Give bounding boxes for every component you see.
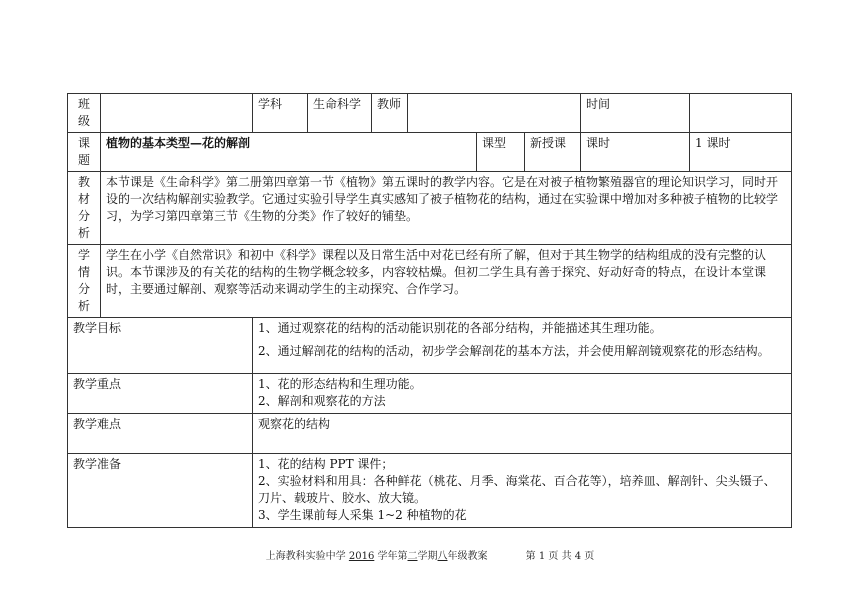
- footer-end: 年级教案: [447, 551, 488, 562]
- objectives-list: [253, 318, 792, 374]
- footer-mid2: 学期: [417, 551, 438, 562]
- time-value: [690, 94, 792, 133]
- footer-grade: 八: [437, 551, 448, 562]
- preparation-row: [68, 454, 792, 528]
- header-row: [68, 94, 792, 133]
- topic-value: 植物的基本类型—花的解剖: [101, 133, 477, 172]
- class-label: 班 级: [68, 94, 101, 133]
- footer-semester: 二: [407, 551, 418, 562]
- key-points-list: [253, 374, 792, 414]
- preparation-list: [253, 454, 792, 528]
- difficulties-label: 教学难点: [68, 414, 253, 454]
- key-point-item: 2、解剖和观察花的方法: [258, 394, 386, 408]
- page-footer: [0, 547, 860, 562]
- student-analysis-label: 学 情 分 析: [68, 245, 101, 318]
- material-analysis-text: 本节课是《生命科学》第二册第四章第一节《植物》第五课时的教学内容。它是在对被子植物繁殖器官的理论知识学习，同时开设的一次结构解剖实验教学。它通过实验引导学生真实感知了被子植物花的结构，通过在实验课中增加对多种被子植物的比较学习，为学习第四章第三节《生物的分类》作了较好的铺垫。: [101, 172, 792, 245]
- preparation-label: 教学准备: [68, 454, 253, 528]
- material-analysis-label: 教 材 分 析: [68, 172, 101, 245]
- topic-row: [68, 133, 792, 172]
- teacher-value: [408, 94, 581, 133]
- type-label: 课型: [477, 133, 525, 172]
- student-analysis-text: 学生在小学《自然常识》和初中《科学》课程以及日常生活中对花已经有所了解，但对于其生物学的结构组成的没有完整的认识。本节课涉及的有关花的结构的生物学概念较多，内容较枯燥。但初二学生具有善于探究、好动好奇的特点，在设计本堂课时，主要通过解剖、观察等活动来调动学生的主动探究、合作学习。: [101, 245, 792, 318]
- class-value: [101, 94, 253, 133]
- preparation-item: 3、学生课前每人采集 1~2 种植物的花: [258, 508, 467, 522]
- subject-label: 学科: [253, 94, 308, 133]
- key-points-row: [68, 374, 792, 414]
- preparation-item: 2、实验材料和用具：各种鲜花（桃花、月季、海棠花、百合花等），培养皿、解剖针、尖头镊子、刀片、载玻片、胶水、放大镜。: [258, 474, 776, 505]
- key-point-item: 1、花的形态结构和生理功能。: [258, 377, 422, 391]
- footer-school: 上海教科实验中学: [265, 551, 349, 562]
- footer-page-number: 第 1 页 共 4 页: [525, 551, 595, 562]
- objective-item: 2、通过解剖花的结构的活动，初步学会解剖花的基本方法，并会使用解剖镜观察花的形态结构。: [258, 344, 770, 358]
- difficulties-row: [68, 414, 792, 454]
- time-label: 时间: [581, 94, 690, 133]
- objectives-label: 教学目标: [68, 318, 253, 374]
- topic-label: 课 题: [68, 133, 101, 172]
- preparation-item: 1、花的结构 PPT 课件；: [258, 457, 394, 471]
- material-analysis-row: [68, 172, 792, 245]
- type-value: 新授课: [525, 133, 581, 172]
- key-points-label: 教学重点: [68, 374, 253, 414]
- objectives-row: [68, 318, 792, 374]
- teacher-label: 教师: [372, 94, 408, 133]
- objective-item: 1、通过观察花的结构的活动能识别花的各部分结构，并能描述其生理功能。: [258, 321, 662, 335]
- hours-value: 1 课时: [690, 133, 792, 172]
- footer-mid: 学年第: [374, 551, 408, 562]
- lesson-plan-table: [67, 93, 792, 528]
- hours-label: 课时: [581, 133, 690, 172]
- subject-value: 生命科学: [308, 94, 372, 133]
- difficulties-text: 观察花的结构: [253, 414, 792, 454]
- footer-year: 2016: [348, 551, 375, 562]
- student-analysis-row: [68, 245, 792, 318]
